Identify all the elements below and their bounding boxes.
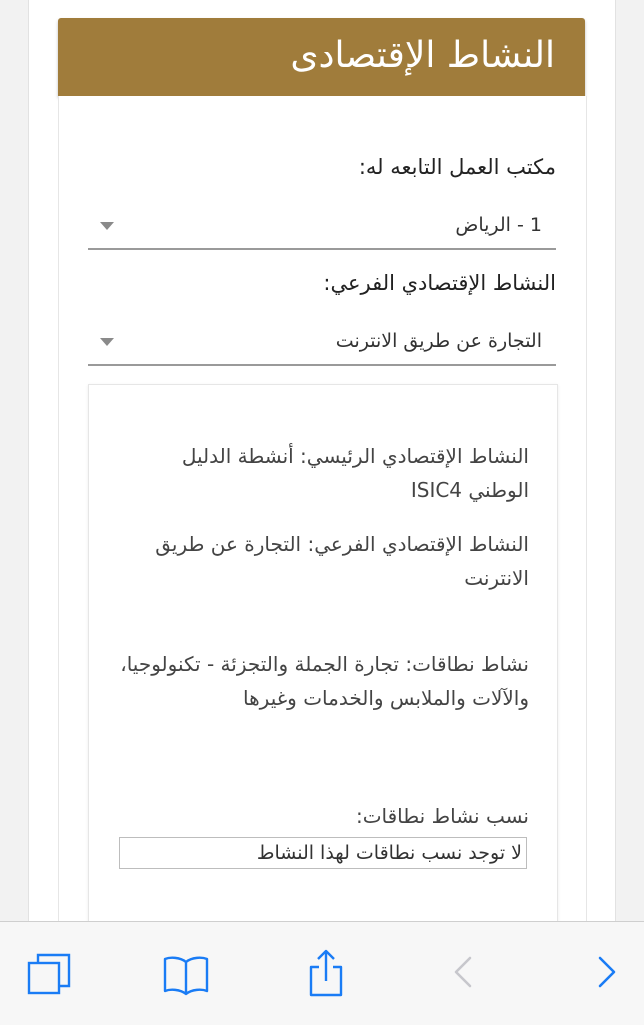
section-header [58, 18, 585, 96]
sub-activity-label: النشاط الإقتصادي الفرعي: [323, 271, 556, 295]
page-title: النشاط الإقتصادى [290, 35, 555, 76]
main-activity-text: النشاط الإقتصادي الرئيسي: أنشطة الدليل الوطني ISIC4 [181, 444, 529, 502]
sub-activity-select-value: التجارة عن طريق الانترنت [335, 330, 542, 352]
browser-toolbar [0, 921, 644, 1025]
sub-activity-text: النشاط الإقتصادي الفرعي: التجارة عن طريق الانترنت [155, 532, 529, 590]
forward-icon[interactable] [582, 948, 634, 1000]
bookmarks-icon[interactable] [160, 948, 212, 1000]
office-select-value: 1 - الرياض [455, 214, 542, 236]
sub-activity-select[interactable] [88, 320, 556, 366]
share-icon[interactable] [300, 948, 352, 1000]
office-label: مكتب العمل التابعه له: [358, 155, 556, 179]
tabs-icon[interactable] [24, 948, 76, 1000]
nitaqat-ratios-value: لا توجد نسب نطاقات لهذا النشاط [119, 837, 527, 869]
nitaqat-ratios-label: نسب نشاط نطاقات: [355, 804, 529, 828]
activity-info-box [88, 384, 558, 925]
dropdown-arrow-icon [100, 222, 114, 230]
nitaqat-activity-text: نشاط نطاقات: تجارة الجملة والتجزئة - تكنولوجيا، والآلات والملابس والخدمات وغيرها [120, 652, 529, 710]
back-icon[interactable] [438, 948, 490, 1000]
dropdown-arrow-icon [100, 338, 114, 346]
office-select[interactable] [88, 204, 556, 250]
